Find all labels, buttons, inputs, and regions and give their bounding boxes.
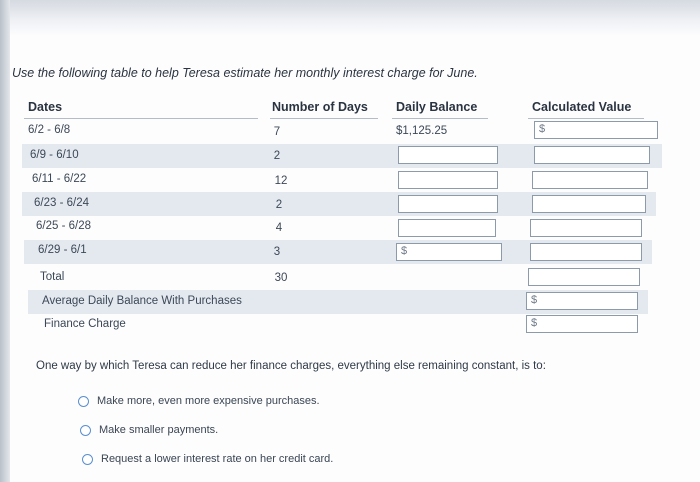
calc-input[interactable]	[530, 243, 642, 261]
row-days: 7	[273, 126, 281, 138]
calc-input[interactable]	[530, 219, 642, 237]
header-underline	[24, 118, 258, 119]
finance-label: Finance Charge	[44, 318, 126, 330]
row-days: 2	[273, 150, 281, 162]
option-2[interactable]	[80, 424, 218, 436]
option-label: Request a lower interest rate on her credit card.	[101, 453, 334, 465]
row-dates: 6/23 - 6/24	[34, 197, 89, 209]
avg-input[interactable]: $	[526, 292, 638, 310]
row-days: 2	[275, 199, 283, 211]
balance-input[interactable]	[398, 219, 496, 237]
balance-input[interactable]	[398, 146, 498, 164]
header-calc: Calculated Value	[532, 100, 632, 114]
calc-input[interactable]	[532, 171, 648, 189]
balance-input[interactable]	[398, 171, 498, 189]
row-days: 4	[275, 222, 283, 234]
radio-icon[interactable]	[80, 425, 91, 436]
header-underline	[270, 118, 378, 119]
option-1[interactable]	[78, 395, 320, 407]
option-3[interactable]	[82, 453, 333, 465]
radio-icon[interactable]	[78, 396, 89, 407]
radio-icon[interactable]	[82, 454, 93, 465]
header-days: Number of Days	[272, 100, 368, 114]
row-dates: 6/11 - 6/22	[32, 173, 87, 185]
row-dates: 6/2 - 6/8	[28, 124, 71, 136]
option-label: Make smaller payments.	[99, 424, 219, 436]
row-dates: 6/9 - 6/10	[30, 149, 79, 161]
calc-input[interactable]	[534, 146, 650, 164]
finance-input[interactable]: $	[526, 315, 638, 333]
row-dates: 6/25 - 6/28	[36, 220, 91, 232]
total-label: Total	[40, 271, 65, 283]
row-days: 12	[274, 175, 288, 187]
total-days: 30	[274, 272, 288, 284]
calc-input[interactable]	[532, 195, 646, 213]
top-shadow	[0, 0, 700, 36]
option-label: Make more, even more expensive purchases.	[97, 395, 320, 407]
balance-input[interactable]	[398, 195, 498, 213]
header-balance: Daily Balance	[396, 100, 478, 114]
row-days: 3	[273, 246, 281, 258]
intro-text: Use the following table to help Teresa estimate her monthly interest charge for June.	[12, 66, 478, 80]
header-underline	[392, 118, 488, 119]
header-underline	[528, 118, 644, 119]
total-calc-input[interactable]	[528, 268, 640, 286]
calc-input[interactable]: $	[534, 121, 658, 139]
balance-input[interactable]: $	[396, 243, 502, 261]
avg-label: Average Daily Balance With Purchases	[42, 295, 242, 307]
question-text: One way by which Teresa can reduce her finance charges, everything else remaining constant, is to:	[36, 360, 546, 372]
header-dates: Dates	[28, 100, 63, 114]
row-dates: 6/29 - 6/1	[38, 244, 87, 256]
row-balance: $1,125.25	[396, 125, 448, 137]
left-frame	[0, 0, 10, 482]
